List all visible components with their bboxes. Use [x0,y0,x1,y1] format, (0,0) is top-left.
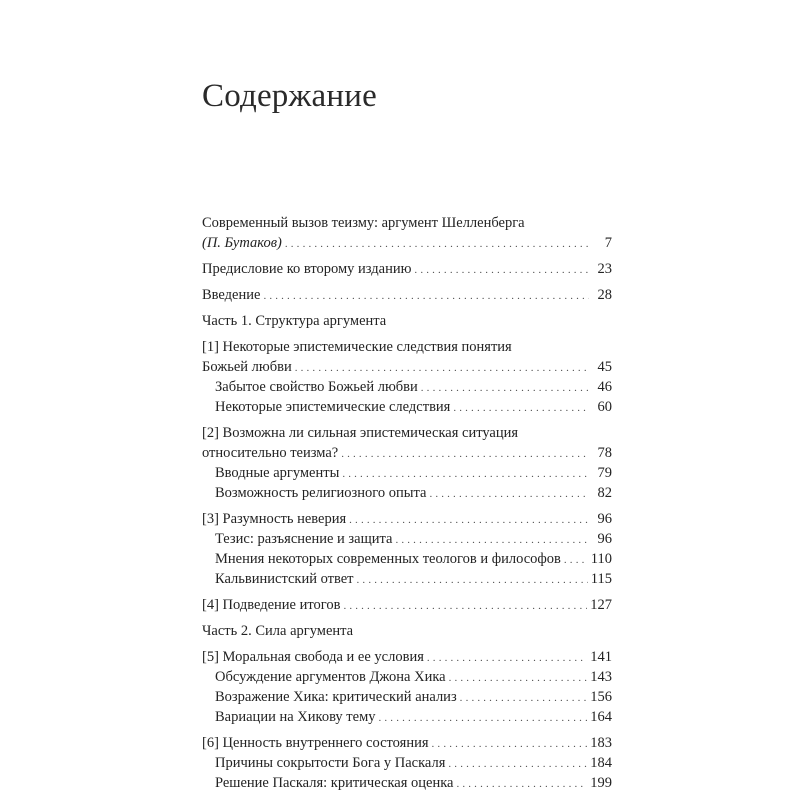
page-number: 183 [590,735,612,751]
toc-subentry-title: Возможность религиозного опыта [215,485,427,501]
toc-entry [202,509,612,529]
toc-subentry [202,753,612,773]
toc-entry [202,357,612,377]
toc-subentry-title: Причины сокрытости Бога у Паскаля [215,755,446,771]
part-heading: Часть 1. Структура аргумента [202,313,387,329]
toc-subentry [202,463,612,483]
part-heading: Часть 2. Сила аргумента [202,623,354,639]
leader-dots [395,529,589,550]
toc-subentry-title: Мнения некоторых современных теологов и философов [215,551,561,567]
page-number: 143 [590,669,612,685]
page-number: 45 [597,359,612,375]
toc-entry [202,595,612,615]
page-number: 184 [590,755,612,771]
toc-entry-title: [4] Подведение итогов [202,597,341,613]
page-number: 164 [590,709,612,725]
toc-subentry [202,687,612,707]
toc-subentry-title: Тезис: разъяснение и защита [215,531,393,547]
toc-entry-title: [3] Разумность неверия [202,511,347,527]
toc-entry-author: (П. Бутаков) [202,235,282,251]
leader-dots [449,667,588,688]
toc-subentry-title: Решение Паскаля: критическая оценка [215,775,454,791]
toc-subentry [202,667,612,687]
toc-subentry [202,529,612,549]
toc-entry [202,233,612,253]
page-number: 115 [590,571,612,587]
leader-dots [429,483,589,504]
page-number: 82 [597,485,612,501]
page-number: 23 [597,261,612,277]
toc-entry-title: [5] Моральная свобода и ее условия [202,649,424,665]
leader-dots [427,647,587,668]
leader-dots [456,773,587,794]
page-number: 96 [597,531,612,547]
page-number: 46 [597,379,612,395]
toc-subentry-title: Некоторые эпистемические следствия [215,399,451,415]
toc-entry [202,733,612,753]
leader-dots [432,733,588,754]
leader-dots [357,569,588,590]
page-number: 110 [590,551,612,567]
toc-subentry [202,397,612,417]
toc-entry-title: Предисловие ко второму изданию [202,261,412,277]
toc-entry-title: [2] Возможна ли сильная эпистемическая ситуация [202,425,519,441]
toc-entry-title: Божьей любви [202,359,292,375]
toc-entry-title: [6] Ценность внутреннего состояния [202,735,429,751]
toc-subentry-title: Забытое свойство Божьей любви [215,379,418,395]
page-number: 7 [604,235,612,251]
page-number: 156 [590,689,612,705]
toc-subentry-title: Обсуждение аргументов Джона Хика [215,669,446,685]
table-of-contents [202,213,612,793]
toc-subentry-title: Кальвинистский ответ [215,571,354,587]
toc-subentry [202,377,612,397]
leader-dots [263,285,589,306]
leader-dots [343,595,587,616]
toc-entry [202,443,612,463]
page-number: 199 [590,775,612,791]
page-number: 79 [597,465,612,481]
leader-dots [448,753,587,774]
toc-subentry [202,773,612,793]
leader-dots [342,463,589,484]
toc-entry-title: Современный вызов теизму: аргумент Шелленберга [202,215,525,231]
toc-subentry [202,483,612,503]
toc-subentry-title: Вводные аргументы [215,465,340,481]
toc-entry [202,259,612,279]
toc-subentry-title: Вариации на Хикову тему [215,709,376,725]
leader-dots [414,259,589,280]
leader-dots [460,687,588,708]
leader-dots [421,377,589,398]
leader-dots [453,397,589,418]
leader-dots [379,707,588,728]
toc-subentry-title: Возражение Хика: критический анализ [215,689,457,705]
leader-dots [564,549,588,570]
leader-dots [349,509,589,530]
page-title: Содержание [202,78,377,114]
page-number: 28 [597,287,612,303]
toc-entry [202,647,612,667]
page-number: 141 [590,649,612,665]
page-number: 60 [597,399,612,415]
toc-entry-title: Введение [202,287,261,303]
leader-dots [341,443,589,464]
leader-dots [295,357,589,378]
toc-entry-title: относительно теизма? [202,445,339,461]
toc-entry [202,285,612,305]
toc-subentry [202,707,612,727]
page-number: 96 [597,511,612,527]
toc-entry-title: [1] Некоторые эпистемические следствия понятия [202,339,512,355]
toc-subentry [202,569,612,589]
page-number: 78 [597,445,612,461]
leader-dots [285,233,589,254]
page-number: 127 [590,597,612,613]
toc-subentry [202,549,612,569]
